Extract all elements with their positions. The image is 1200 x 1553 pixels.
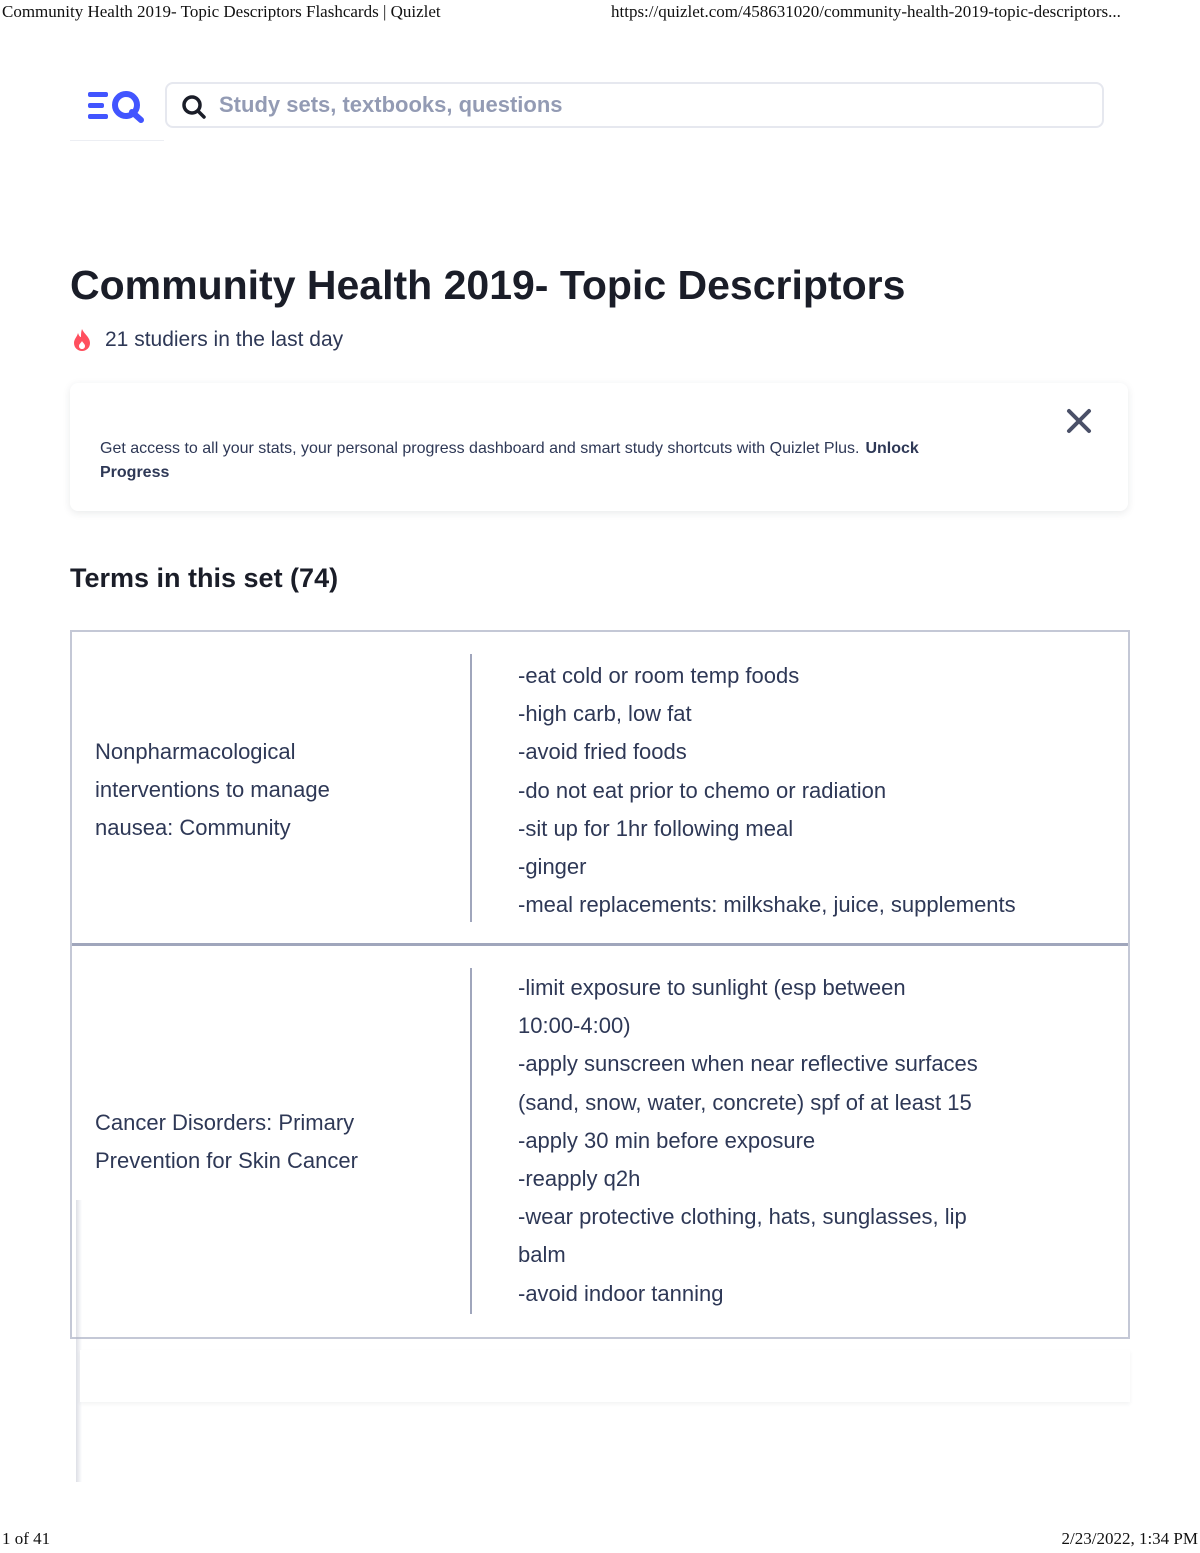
set-title: Community Health 2019- Topic Descriptors <box>70 262 906 308</box>
term-divider <box>470 968 472 1314</box>
terms-heading: Terms in this set (74) <box>70 563 339 593</box>
flame-icon <box>72 328 92 352</box>
upgrade-banner-text <box>100 437 940 485</box>
term-card[interactable] <box>72 946 1128 1337</box>
studiers-text: 21 studiers in the last day <box>105 328 344 351</box>
quizlet-logo-icon[interactable] <box>86 88 146 126</box>
term-word: Nonpharmacological interventions to manage nausea: Community <box>95 739 330 840</box>
next-section-placeholder <box>80 1350 1130 1402</box>
term-card[interactable] <box>72 632 1128 946</box>
print-page-number: 1 of 41 <box>2 1529 51 1548</box>
scroll-shadow <box>76 1200 82 1482</box>
upgrade-banner <box>70 383 1128 511</box>
terms-list <box>70 630 1130 1339</box>
studiers-count <box>72 326 343 354</box>
term-word: Cancer Disorders: Primary Prevention for Skin Cancer <box>95 1110 358 1173</box>
term-definition: -eat cold or room temp foods -high carb, low fat -avoid fried foods -do not eat prior to chemo or radiation -sit up for 1hr following meal -ginger -meal replacements: milkshake, juice, supplements <box>518 663 1016 918</box>
logo-divider <box>70 140 164 141</box>
upgrade-message: Get access to all your stats, your personal progress dashboard and smart study shortcuts with Quizlet Plus. <box>100 440 860 457</box>
term-divider <box>470 654 472 922</box>
close-banner-button[interactable] <box>1063 405 1095 437</box>
print-header <box>0 2 1200 24</box>
search-bar[interactable] <box>165 82 1104 128</box>
print-page-title: Community Health 2019- Topic Descriptors Flashcards | Quizlet <box>2 2 441 21</box>
search-input[interactable] <box>219 88 1079 122</box>
unlock-progress-link[interactable]: Unlock Progress <box>100 440 919 481</box>
term-definition: -limit exposure to sunlight (esp between 10:00-4:00) -apply sunscreen when near reflective surfaces (sand, snow, water, concrete) spf of at least 15 -apply 30 min before exposure -reapply q2h -wear protective clothing, hats, sunglasses, lip balm -avoid indoor tanning <box>518 975 978 1306</box>
print-footer <box>0 1529 1200 1551</box>
close-icon <box>1063 405 1095 437</box>
print-page-url: https://quizlet.com/458631020/community-health-2019-topic-descriptors... <box>611 2 1121 21</box>
search-icon <box>181 94 207 120</box>
print-date: 2/23/2022, 1:34 PM <box>1061 1529 1198 1548</box>
